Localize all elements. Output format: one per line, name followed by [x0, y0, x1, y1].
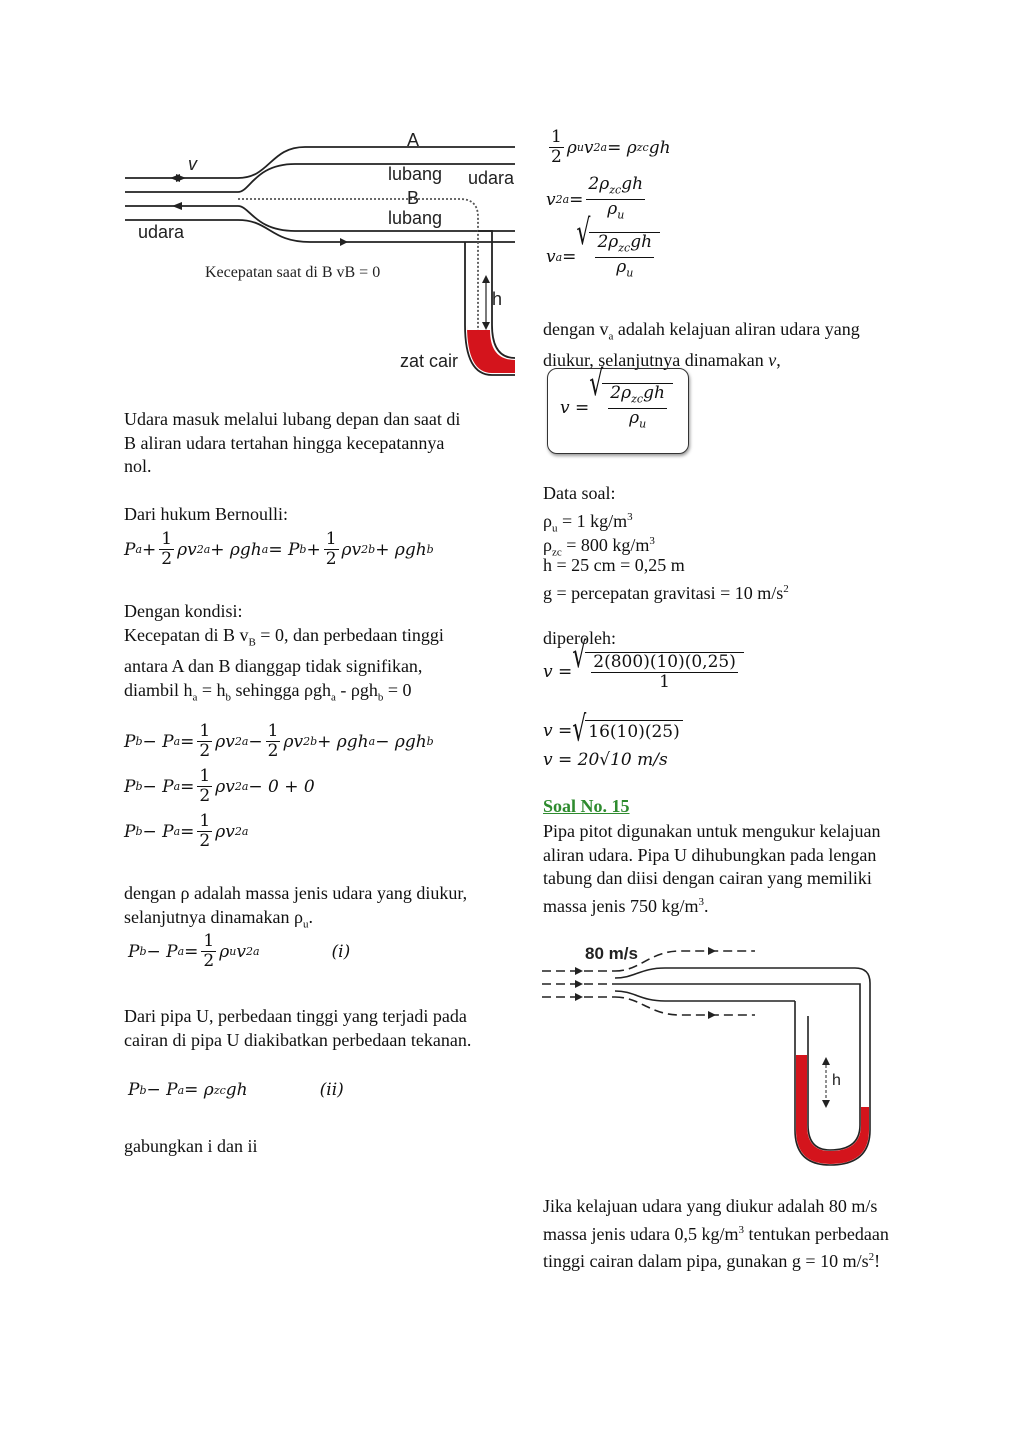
equation-pb-pa-2: P b − P a = $\frac{1}{2}$ ρv 2 a − 0 + 0: [124, 766, 315, 806]
calc-1: v = √ $\frac{2(800)(10)(0,25)}{1}$: [543, 652, 744, 692]
label-zat-cair: zat cair: [400, 351, 459, 371]
kondisi-heading: Dengan kondisi:: [124, 601, 243, 621]
equation-pb-pa-3: P b − P a = $\frac{1}{2}$ ρv 2 a: [124, 811, 249, 851]
intro-paragraph: Udara masuk melalui lubang depan dan saat di B aliran udara tertahan hingga kecepatannya nol.: [124, 409, 461, 476]
diperoleh-text: diperoleh:: [543, 628, 616, 648]
equation-ii: P b − P a = ρ zc gh (ii): [128, 1080, 344, 1100]
label-B: B: [407, 188, 420, 208]
pitot-diagram-2: [540, 935, 880, 1175]
equation-r1: $\frac{1}{2}$ ρ u v 2 a = ρ zc gh: [551, 127, 671, 167]
bernoulli-equation: P a + $\frac{1}{2}$ ρv 2 a + ρgh a = P b + $\frac{1}{2}$ ρv 2 b + ρgh b: [124, 529, 434, 569]
pitot-diagram-1: [120, 120, 515, 382]
equation-pb-pa-1: P b − P a = $\frac{1}{2}$ ρv 2 a − $\frac{1}{2}$ ρv 2 b + ρgh a − ρgh b: [124, 721, 434, 761]
equation-r2: v 2 a = $\frac{2\rho_{zc}gh}{\rho_u}$: [546, 174, 644, 222]
boxed-equation: v = √ $\frac{2\rho_{zc}gh}{\rho_u}$: [547, 368, 689, 454]
data-g: g = percepatan gravitasi = 10 $m/s^2$: [543, 583, 789, 603]
label-lubang-a: lubang: [388, 164, 443, 184]
equation-i-label: (i): [331, 941, 351, 962]
rho-paragraph: dengan ρ adalah massa jenis udara yang diukur, selanjutnya dinamakan $\rho_u$.: [124, 883, 468, 931]
label-speed: 80 m/s: [585, 944, 638, 963]
soal-paragraph: Pipa pitot digunakan untuk mengukur kelajuan aliran udara. Pipa U dihubungkan pada lengan tabung dan diisi dengan cairan yang memiliki massa jenis 750 $kg/m^3$.: [543, 821, 881, 916]
label-h: h: [492, 289, 503, 309]
label-udara-left: udara: [138, 222, 185, 242]
va-paragraph: dengan $v_a$ adalah kelajuan aliran udara yang diukur, selanjutnya dinamakan v,: [543, 319, 860, 371]
pipa-u-paragraph: Dari pipa U, perbedaan tinggi yang terjadi pada cairan di pipa U diakibatkan perbedaan tekanan.: [124, 1006, 472, 1050]
label-udara-right: udara: [468, 168, 515, 188]
kondisi-paragraph: Kecepatan di B $v_B = 0$, dan perbedaan tinggi antara A dan B dianggap tidak signifikan, diambil $h_a = h_b$ sehingga ρgh$_a$ - ρgh$_b$ = 0: [124, 625, 444, 704]
data-rho-zc: $\rho_{zc} = 800$ $kg/m^3$: [543, 535, 655, 559]
gabungkan-text: gabungkan i dan ii: [124, 1136, 258, 1156]
calc-3: v = 20√10 m/s: [543, 750, 668, 770]
caption-vb: Kecepatan saat di B vB = 0: [205, 264, 381, 281]
calc-2: v = √ 16(10)(25): [543, 720, 683, 742]
label-lubang-b: lubang: [388, 208, 443, 228]
label-A: A: [407, 130, 420, 150]
data-heading: Data soal:: [543, 483, 616, 503]
equation-i: P b − P a = $\frac{1}{2}$ ρ u v 2 a (i): [128, 931, 351, 971]
equation-r3: v a = √ $\frac{2\rho_{zc}gh}{\rho_u}$: [546, 232, 660, 283]
equation-ii-label: (ii): [319, 1080, 344, 1100]
data-h: h = 25 cm = 0,25 m: [543, 555, 685, 575]
soal-title[interactable]: Soal No. 15: [543, 796, 630, 816]
label-h-2: h: [832, 1072, 841, 1089]
label-v: v: [188, 154, 197, 174]
data-rho-u: $\rho_u = 1$ $kg/m^3$: [543, 511, 633, 535]
bernoulli-heading: Dari hukum Bernoulli:: [124, 504, 288, 524]
question-paragraph: Jika kelajuan udara yang diukur adalah 80 m/s massa jenis udara 0,5 $kg/m^3$ tentukan perbedaan tinggi cairan dalam pipa, gunakan g = 10 $m/s^2$!: [543, 1196, 889, 1271]
